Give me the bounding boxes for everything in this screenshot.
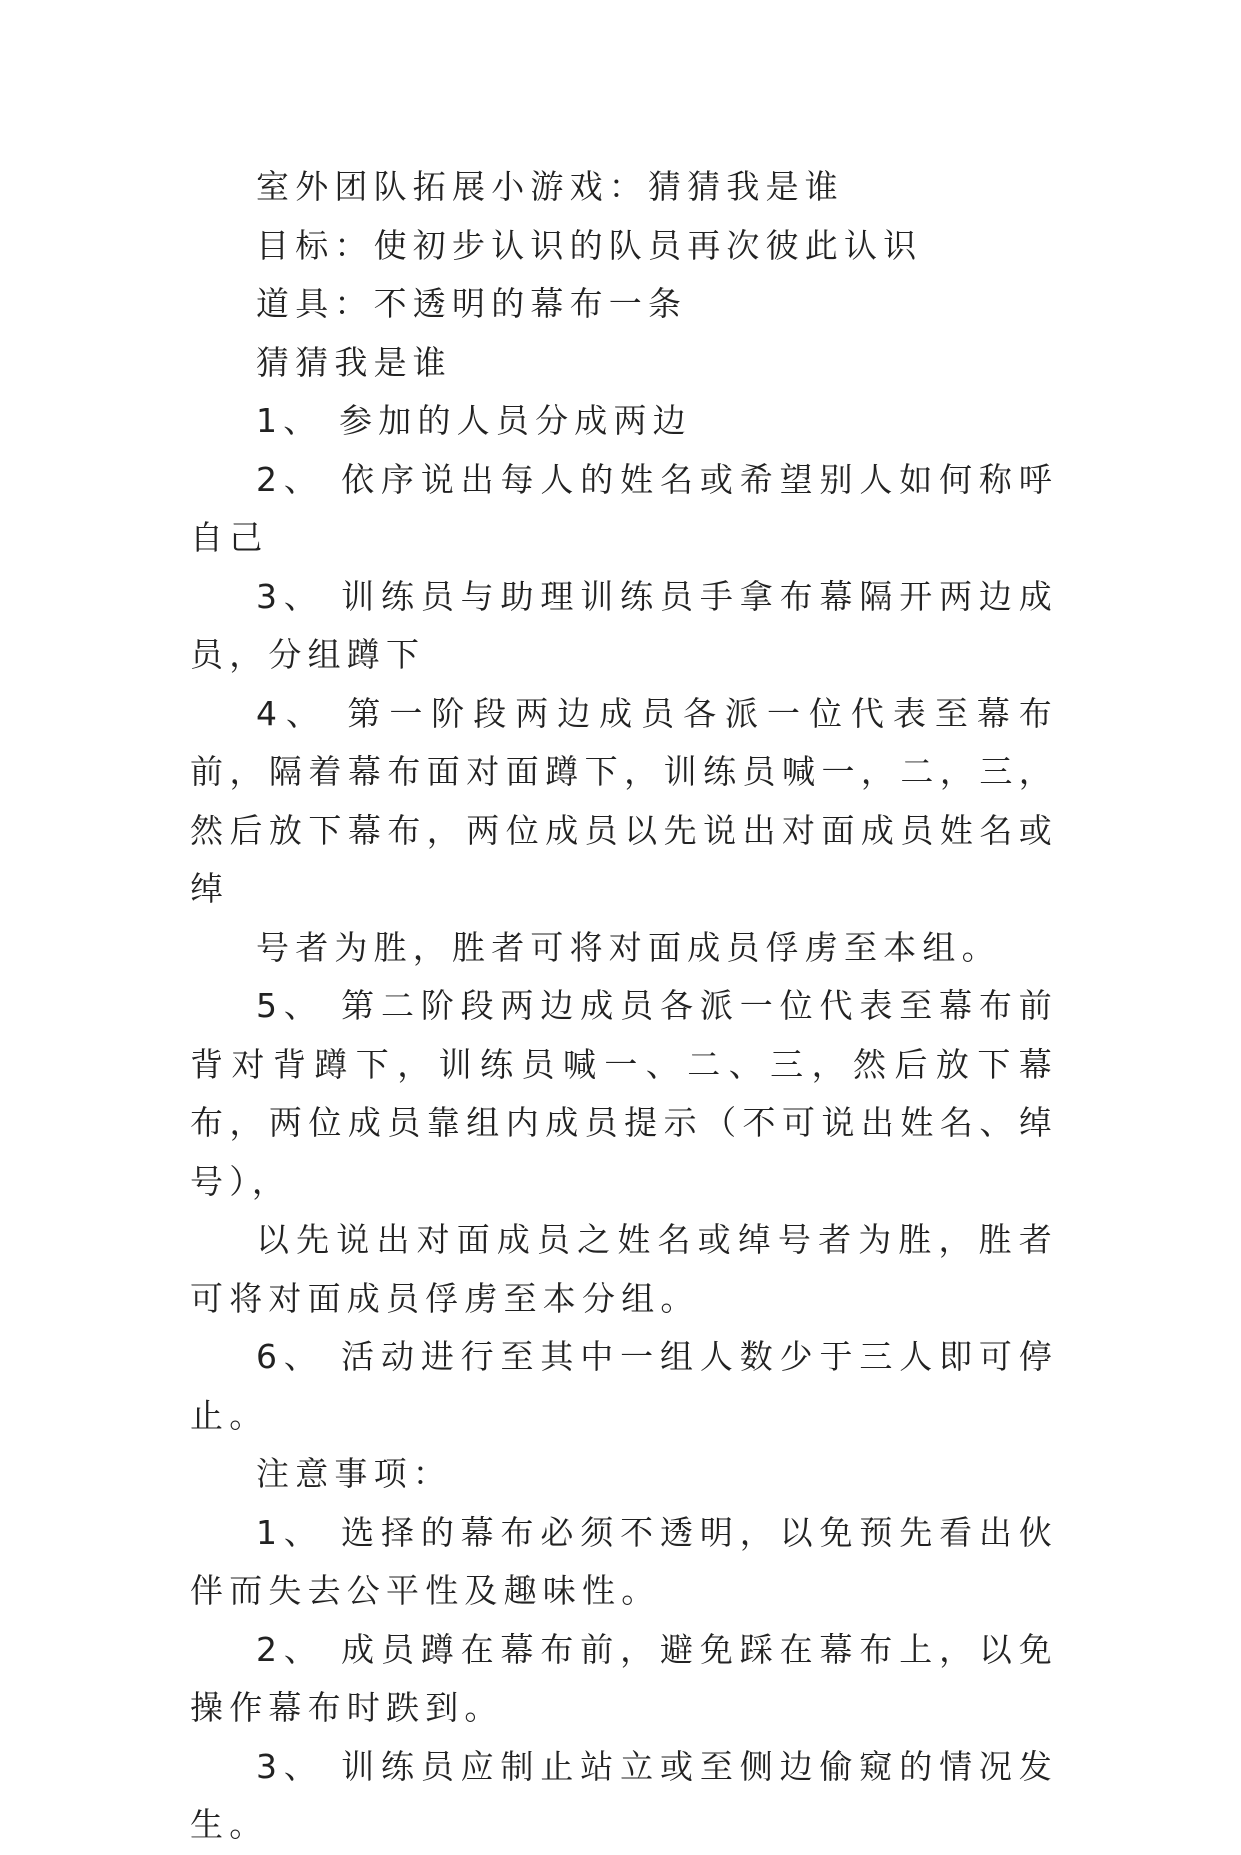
step-5: 5、 第二阶段两边成员各派一位代表至幕布前背对背蹲下，训练员喊一、二、三，然后放下幕布，两位成员靠组内成员提示（不可说出姓名、绰号），: [190, 986, 1058, 1201]
step-6: 6、 活动进行至其中一组人数少于三人即可停止。: [190, 1337, 1058, 1435]
step-2: 2、 依序说出每人的姓名或希望别人如何称呼自己: [190, 459, 1058, 557]
step-4: 4、 第一阶段两边成员各派一位代表至幕布前，隔着幕布面对面蹲下，训练员喊一，二，三，然后放下幕布，两位成员以先说出对面成员姓名或绰: [190, 693, 1058, 908]
step-1: 1、 参加的人员分成两边: [256, 401, 692, 440]
props-paragraph: 道具：不透明的幕布一条: [256, 284, 688, 323]
notes-heading: 注意事项：: [256, 1454, 452, 1493]
step-5-continued: 以先说出对面成员之姓名或绰号者为胜，胜者可将对面成员俘虏至本分组。: [190, 1220, 1058, 1318]
document-title: 室外团队拓展小游戏：猜猜我是谁: [256, 167, 844, 206]
goal-paragraph: 目标：使初步认识的队员再次彼此认识: [256, 225, 923, 265]
note-3: 3、 训练员应制止站立或至侧边偷窥的情况发生。: [190, 1746, 1058, 1844]
note-2: 2、 成员蹲在幕布前，避免踩在幕布上，以免操作幕布时跌到。: [190, 1629, 1058, 1727]
step-3: 3、 训练员与助理训练员手拿布幕隔开两边成员，分组蹲下: [190, 576, 1058, 674]
game-name-heading: 猜猜我是谁: [256, 342, 452, 382]
document-body: [190, 158, 1058, 1855]
step-4-continued: 号者为胜，胜者可将对面成员俘虏至本组。: [256, 927, 1001, 967]
note-1: 1、 选择的幕布必须不透明，以免预先看出伙伴而失去公平性及趣味性。: [190, 1512, 1058, 1610]
